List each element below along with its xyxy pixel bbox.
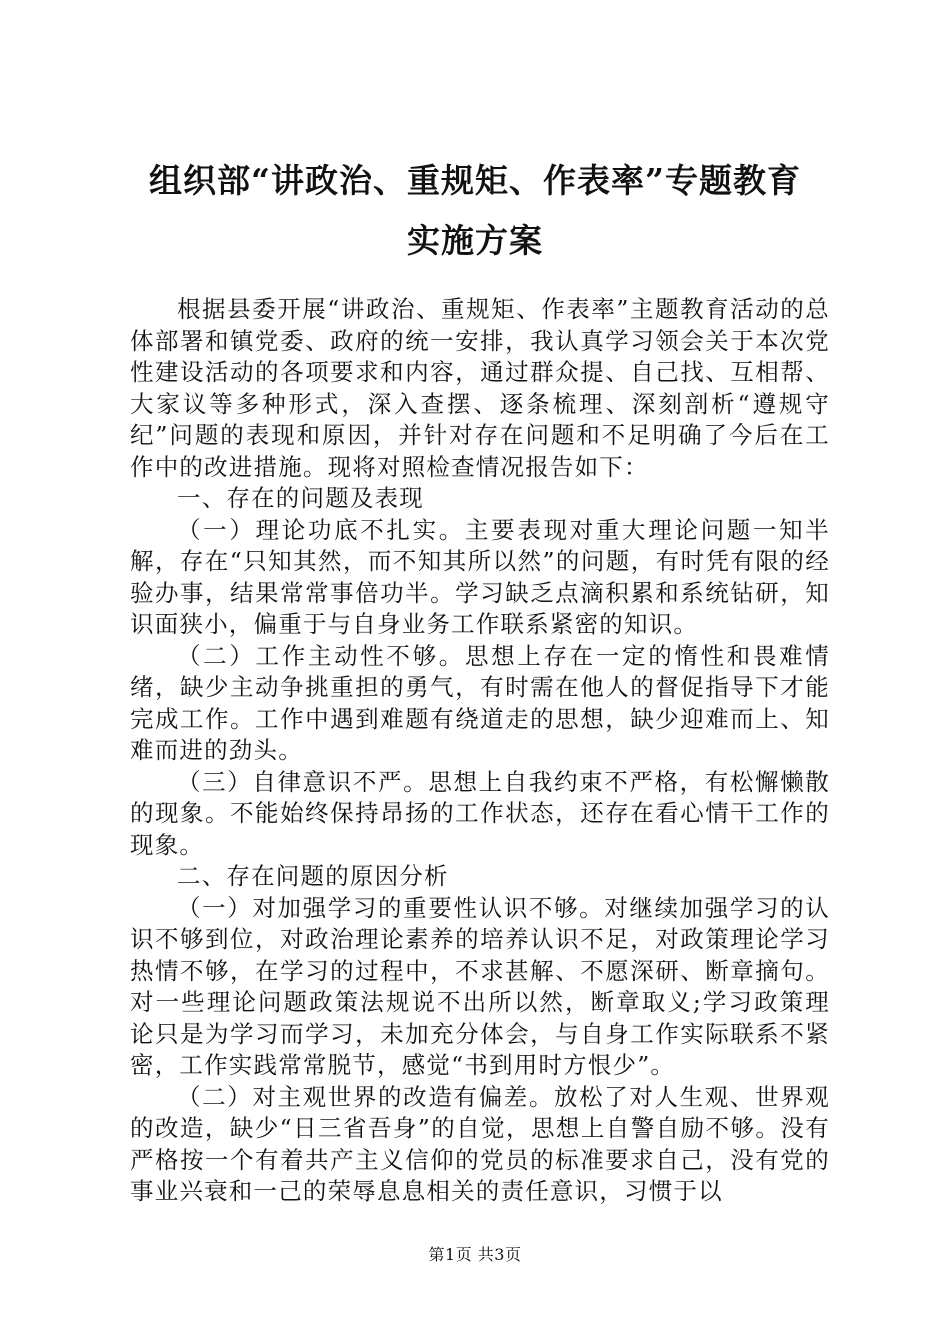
page-number-footer: 第1页 共3页: [428, 1245, 522, 1264]
paragraph-issue-1: （一）理论功底不扎实。主要表现对重大理论问题一知半解，存在“只知其然，而不知其所以然”的问题，有时凭有限的经验办事，结果常常事倍功半。学习缺乏点滴积累和系统钻研，知识面狭小，偏重于与自身业务工作联系紧密的知识。: [130, 515, 830, 638]
paragraph-intro: 根据县委开展“讲政治、重规矩、作表率”主题教育活动的总体部署和镇党委、政府的统一安排，我认真学习领会关于本次党性建设活动的各项要求和内容，通过群众提、自己找、互相帮、大家议等多种形式，深入查摆、逐条梳理、深刻剖析“遵规守纪”问题的表现和原因，并针对存在问题和不足明确了今后在工作中的改进措施。现将对照检查情况报告如下：: [130, 295, 830, 481]
document-body: [130, 294, 830, 1208]
paragraph-cause-2: （二）对主观世界的改造有偏差。放松了对人生观、世界观的改造，缺少“日三省吾身”的自觉，思想上自警自励不够。没有严格按一个有着共产主义信仰的党员的标准要求自己，没有党的事业兴衰和一己的荣辱息息相关的责任意识，习惯于以: [130, 1082, 830, 1205]
paragraph-cause-1: （一）对加强学习的重要性认识不够。对继续加强学习的认识不够到位，对政治理论素养的培养认识不足，对政策理论学习热情不够，在学习的过程中，不求甚解、不愿深研、断章摘句。对一些理论问题政策法规说不出所以然，断章取义;学习政策理论只是为学习而学习，未加充分体会，与自身工作实际联系不紧密，工作实践常常脱节，感觉“书到用时方恨少”。: [130, 893, 830, 1079]
paragraph-issue-3: （三）自律意识不严。思想上自我约束不严格，有松懈懒散的现象。不能始终保持昂扬的工作状态，还存在看心情干工作的现象。: [130, 767, 830, 859]
section-heading-1: 一、存在的问题及表现: [177, 484, 424, 512]
document-title-line-2: 实施方案: [407, 221, 543, 260]
paragraph-issue-2: （二）工作主动性不够。思想上存在一定的惰性和畏难情绪，缺少主动争挑重担的勇气，有时需在他人的督促指导下才能完成工作。工作中遇到难题有绕道走的思想，缺少迎难而上、知难而进的劲头。: [130, 641, 830, 764]
document-title-line-1: 组织部“讲政治、重规矩、作表率”专题教育: [149, 161, 801, 200]
section-heading-2: 二、存在问题的原因分析: [177, 862, 449, 890]
